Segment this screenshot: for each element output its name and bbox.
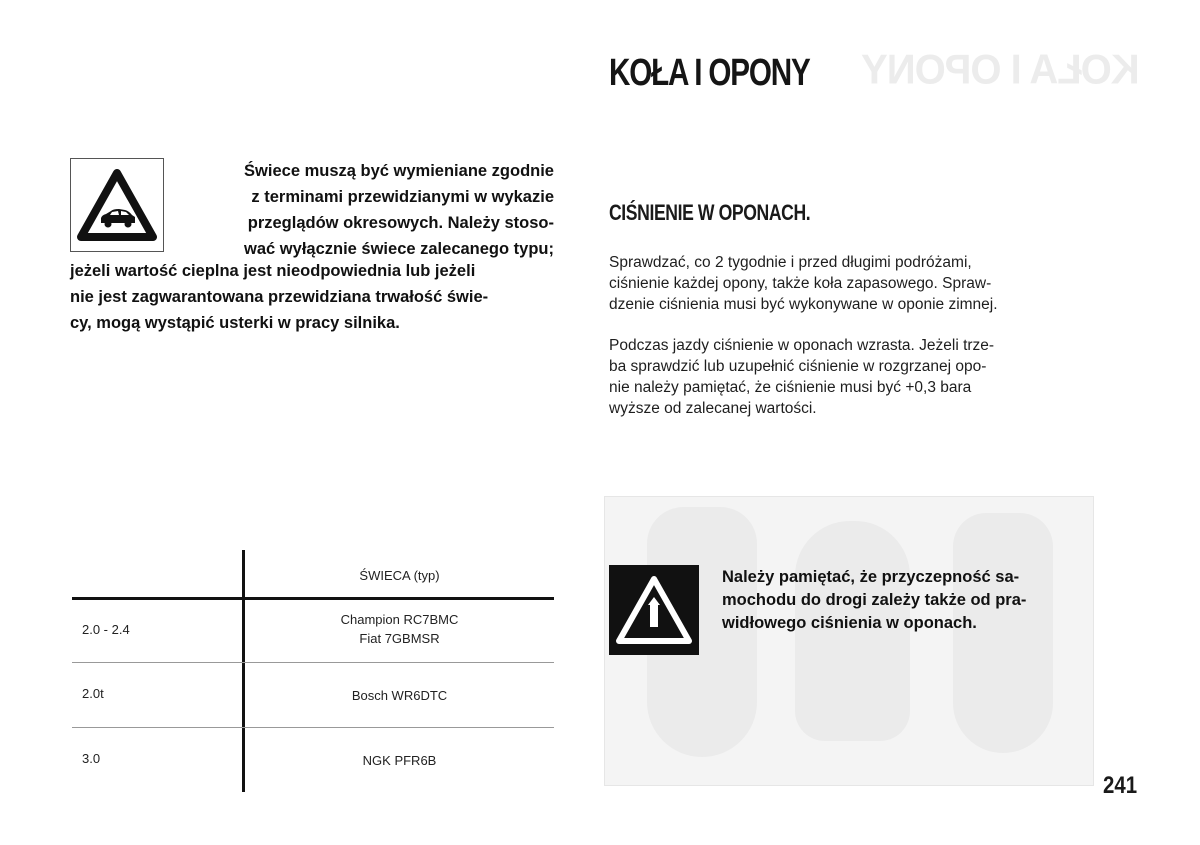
table-cell-engine: 2.0 - 2.4: [82, 622, 130, 637]
car-warning-triangle-icon: [70, 158, 164, 252]
paragraph-line: Sprawdzać, co 2 tygodnie i przed długimi podróżami,: [609, 254, 972, 271]
show-through-title: KOŁA I OPONY: [862, 46, 1140, 94]
warning-line: Świece muszą być wymieniane zgodnie: [244, 162, 554, 180]
spark-plug-warning-full: [70, 258, 554, 336]
table-cell-plug: [245, 686, 554, 705]
warning-line: mochodu do drogi zależy także od pra-: [722, 591, 1027, 609]
paragraph-line: Podczas jazdy ciśnienie w oponach wzrasta. Jeżeli trze-: [609, 337, 995, 354]
table-row-divider: [72, 727, 554, 728]
paragraph-line: ba sprawdzić lub uzupełnić ciśnienie w rozgrzanej opo-: [609, 358, 987, 375]
spark-plug-warning-indented: [172, 158, 554, 262]
plug-line: Champion RC7BMC: [340, 612, 459, 627]
pressure-paragraph-1: [609, 252, 1091, 315]
warning-line: cy, mogą wystąpić usterki w pracy silnika.: [70, 314, 400, 332]
plug-line: Bosch WR6DTC: [351, 688, 448, 703]
paragraph-line: dzenie ciśnienia musi być wykonywane w oponie zimnej.: [609, 296, 998, 313]
warning-line: wać wyłącznie świece zalecanego typu;: [244, 240, 554, 258]
table-cell-engine: 3.0: [82, 751, 101, 766]
table-cell-plug: [245, 751, 554, 770]
table-header-rule: [72, 597, 554, 600]
pressure-paragraph-2: [609, 335, 1091, 419]
warning-line: z terminami przewidzianymi w wykazie: [251, 188, 554, 206]
plug-line: Fiat 7GBMSR: [359, 631, 440, 646]
plug-line: NGK PFR6B: [362, 753, 437, 768]
page-title: KOŁA I OPONY: [609, 52, 810, 94]
paragraph-line: wyższe od zalecanej wartości.: [609, 400, 817, 417]
table-cell-engine: 2.0t: [82, 686, 104, 701]
paragraph-line: ciśnienie każdej opony, także koła zapasowego. Spraw-: [609, 275, 992, 292]
warning-line: widłowego ciśnienia w oponach.: [722, 614, 977, 632]
warning-line: nie jest zagwarantowana przewidziana trwałość świe-: [70, 288, 489, 306]
warning-line: przeglądów okresowych. Należy stoso-: [247, 214, 554, 232]
warning-line: Należy pamiętać, że przyczepność sa-: [722, 568, 1020, 586]
paragraph-line: nie należy pamiętać, że ciśnienie musi być +0,3 bara: [609, 379, 972, 396]
section-heading: CIŚNIENIE W OPONACH.: [609, 200, 811, 225]
warning-line: jeżeli wartość cieplna jest nieodpowiednia lub jeżeli: [70, 262, 476, 280]
table-header-spark-plug: ŚWIECA (typ): [359, 568, 440, 583]
table-row-divider: [72, 662, 554, 663]
table-cell-plug: [245, 610, 554, 648]
exclamation-warning-triangle-icon: [609, 565, 699, 655]
page-number: 241: [1103, 772, 1138, 799]
tire-pressure-warning: [722, 566, 1092, 635]
